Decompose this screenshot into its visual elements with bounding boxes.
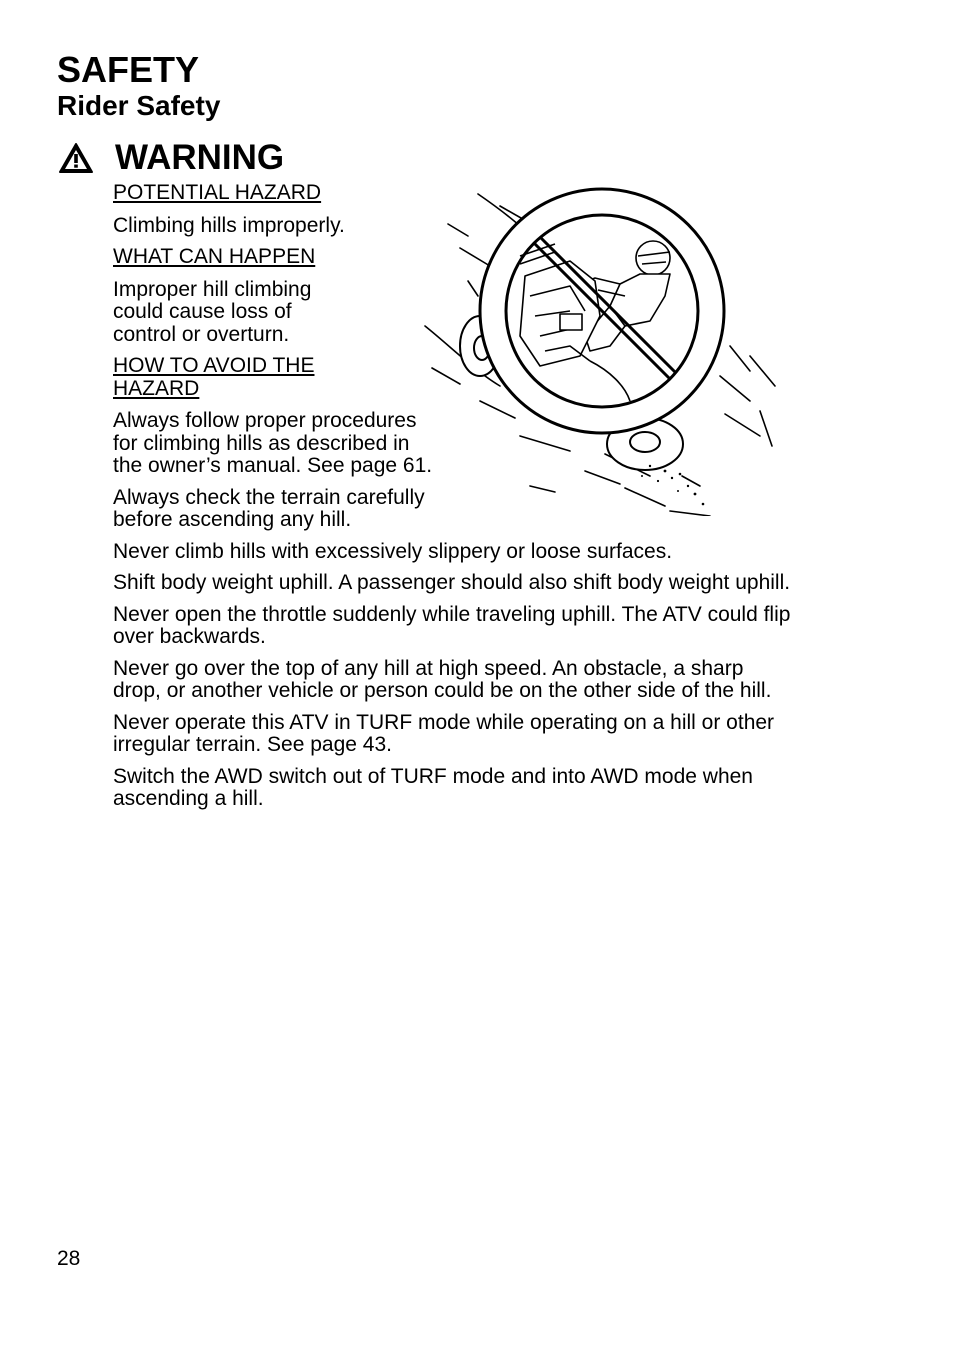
page-number: 28 (57, 1247, 81, 1270)
warning-triangle-icon (58, 142, 94, 174)
happen-heading: WHAT CAN HAPPEN (113, 245, 316, 268)
avoid-item: Always check the terrain carefully before ascending any hill. (113, 485, 425, 531)
no-hill-climbing-prohibition-icon (420, 186, 780, 516)
avoid-item: Switch the AWD switch out of TURF mode and into AWD mode when ascending a hill. (113, 764, 753, 810)
subsection-title: Rider Safety (57, 90, 221, 121)
avoid-item: Never go over the top of any hill at high speed. An obstacle, a sharp drop, or another vehicle or person could be on the other side of the hill. (113, 656, 772, 702)
warning-label: WARNING (115, 138, 285, 177)
warning-header (58, 136, 284, 180)
avoid-item: Never open the throttle suddenly while traveling uphill. The ATV could flip over backwards. (113, 602, 791, 648)
hazard-heading: POTENTIAL HAZARD (113, 181, 322, 204)
avoid-item: Always follow proper procedures for climbing hills as described in the owner’s manual. See page 61. (113, 409, 433, 477)
avoid-heading: HOW TO AVOID THE HAZARD (113, 354, 315, 400)
hazard-text: Climbing hills improperly. (113, 213, 345, 237)
avoid-item: Never climb hills with excessively slippery or loose surfaces. (113, 539, 673, 563)
happen-text: Improper hill climbing could cause loss of control or overturn. (113, 277, 312, 346)
avoid-item: Never operate this ATV in TURF mode while operating on a hill or other irregular terrain. See page 43. (113, 710, 775, 756)
section-title: SAFETY (57, 49, 200, 90)
avoid-item: Shift body weight uphill. A passenger should also shift body weight uphill. (113, 571, 791, 594)
